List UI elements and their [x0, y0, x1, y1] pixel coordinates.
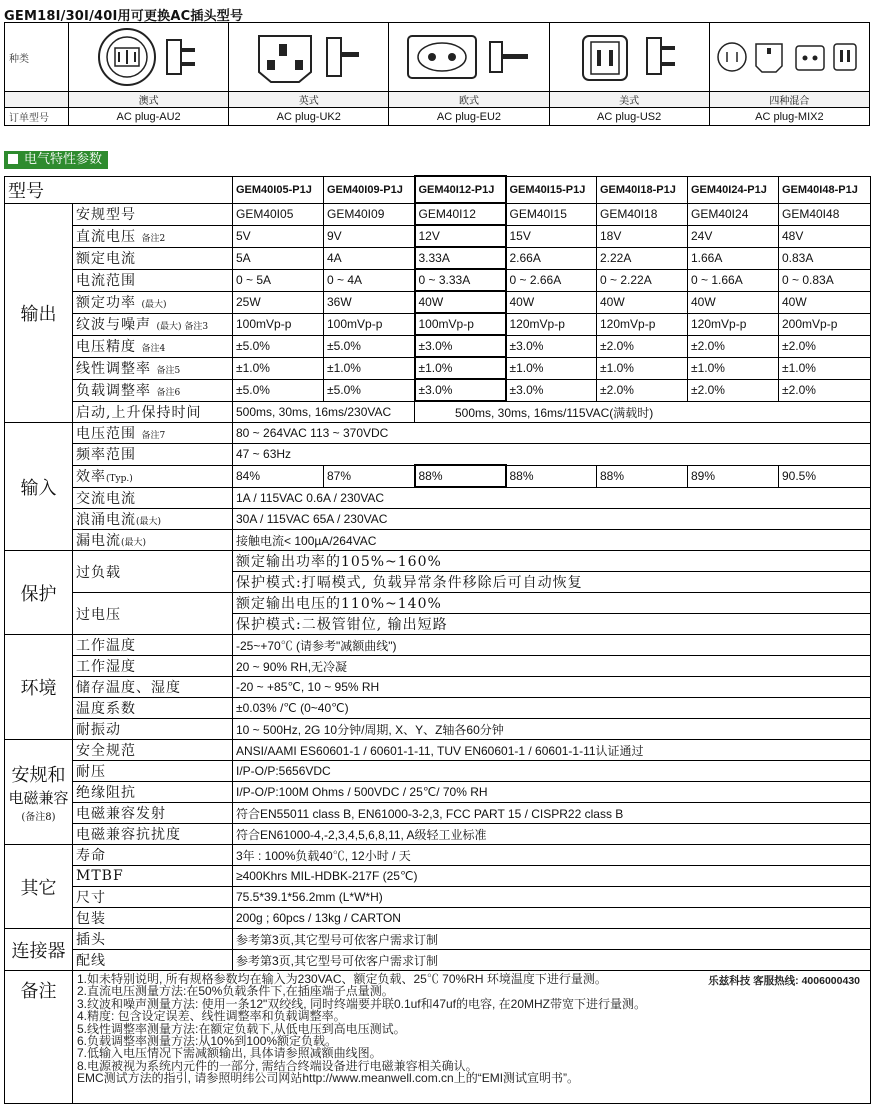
row-label: 过电压: [73, 593, 233, 635]
plug-image-mix: [709, 23, 869, 92]
spec-value: 5V: [233, 225, 324, 247]
spec-value: GEM40I24: [688, 203, 779, 225]
row-label: 漏电流(最大): [73, 530, 233, 551]
note-line: 7.低输入电压情况下需减额输出, 具体请参照减额曲线图。: [77, 1046, 382, 1061]
row-value: ANSI/AAMI ES60601-1 / 60601-1-11, TUV EN60601-1 / 60601-1-11认证通过: [233, 740, 871, 761]
category-line: 安规和: [11, 765, 66, 786]
row-label-note: 备注2: [141, 234, 166, 244]
row-label: 电磁兼容发射: [73, 803, 233, 824]
row-value: 47 ~ 63Hz: [233, 444, 871, 466]
spec-value: 5A: [233, 247, 324, 269]
spec-value: 0 ~ 3.33A: [415, 269, 506, 291]
row-label: [73, 291, 233, 313]
plug-kind-label: 种类: [5, 23, 69, 92]
efficiency-value: 88%: [506, 465, 597, 487]
spec-table: [4, 175, 871, 1104]
row-value: 75.5*39.1*56.2mm (L*W*H): [233, 887, 871, 908]
note-line: 5.线性调整率测量方法:在额定负载下,从低电压到高电压测试。: [77, 1021, 406, 1036]
category-protection: 保护: [5, 551, 73, 635]
model-label: 型号: [5, 176, 233, 203]
plug-model-label: 订单型号: [5, 108, 69, 126]
spec-value: GEM40I18: [597, 203, 688, 225]
spec-value: 15V: [506, 225, 597, 247]
row-label-text: 直流电压: [76, 229, 136, 245]
spec-value: 18V: [597, 225, 688, 247]
row-value: I/P-O/P:5656VDC: [233, 761, 871, 782]
connector-section: [5, 929, 871, 971]
row-value: 200g ; 60pcs / 13kg / CARTON: [233, 908, 871, 929]
row-label-text: 纹波与噪声: [76, 317, 151, 333]
section-header: [4, 151, 108, 169]
efficiency-value: 89%: [688, 465, 779, 487]
spec-value: ±1.0%: [324, 357, 415, 379]
plug-image-au: [69, 23, 229, 92]
spec-value: 2.22A: [597, 247, 688, 269]
spec-value: ±5.0%: [324, 335, 415, 357]
section-title: 电气特性参数: [24, 152, 103, 167]
row-label-text: 电压精度: [76, 339, 136, 355]
spec-value: GEM40I09: [324, 203, 415, 225]
row-label: [73, 313, 233, 335]
row-label: 浪涌电流(最大): [73, 509, 233, 530]
model-header: GEM40I15-P1J: [506, 176, 597, 203]
spec-value: 9V: [324, 225, 415, 247]
environment-section: [5, 635, 871, 740]
row-value: 保护模式:二极管钳位, 输出短路: [233, 614, 871, 635]
spec-value: 40W: [597, 291, 688, 313]
efficiency-value: 90.5%: [779, 465, 871, 487]
plug-name: 美式: [549, 92, 709, 108]
spec-value: ±3.0%: [506, 335, 597, 357]
spec-value: 48V: [779, 225, 871, 247]
row-label: 寿命: [73, 845, 233, 866]
row-value: 符合EN61000-4,-2,3,4,5,6,8,11, A级轻工业标准: [233, 824, 871, 845]
plug-model: AC plug-UK2: [229, 108, 389, 126]
row-value: -20 ~ +85℃, 10 ~ 95% RH: [233, 677, 871, 698]
spec-value: 100mVp-p: [233, 313, 324, 335]
efficiency-value: 84%: [233, 465, 324, 487]
row-value: ±0.03% /℃ (0~40℃): [233, 698, 871, 719]
spec-value: 0.83A: [779, 247, 871, 269]
row-label: 效率(Typ.): [73, 465, 233, 487]
plug-image-us: [549, 23, 709, 92]
spec-value: 0 ~ 2.22A: [597, 269, 688, 291]
category-safety-emc: [5, 740, 73, 845]
row-label-note: 备注5: [156, 366, 181, 376]
row-value: ≥400Khrs MIL-HDBK-217F (25℃): [233, 866, 871, 887]
page-title: GEM18I/30I/40I用可更换AC插头型号: [4, 9, 244, 24]
row-value: -25~+70℃ (请参考"减额曲线"): [233, 635, 871, 656]
spec-value: 120mVp-p: [506, 313, 597, 335]
row-label: [73, 379, 233, 401]
spec-value: ±1.0%: [688, 357, 779, 379]
row-label: 温度系数: [73, 698, 233, 719]
output-section: [5, 203, 871, 423]
row-label: 包装: [73, 908, 233, 929]
spec-value: 12V: [415, 225, 506, 247]
row-value: 80 ~ 264VAC 113 ~ 370VDC: [233, 423, 871, 444]
row-value: 符合EN55011 class B, EN61000-3-2,3, FCC PART 15 / CISPR22 class B: [233, 803, 871, 824]
spec-value: 36W: [324, 291, 415, 313]
spec-value: 100mVp-p: [415, 313, 506, 335]
row-label: 尺寸: [73, 887, 233, 908]
row-label: [73, 225, 233, 247]
spec-value: ±2.0%: [597, 379, 688, 401]
spec-value: 0 ~ 1.66A: [688, 269, 779, 291]
spec-value: 120mVp-p: [688, 313, 779, 335]
row-value: I/P-O/P:100M Ohms / 500VDC / 25℃/ 70% RH: [233, 782, 871, 803]
us-plug-icon: [569, 26, 689, 88]
row-label-note: (最大): [141, 300, 167, 310]
note-line: 2.直流电压测量方法:在50%负载条件下,在插座端子点量测。: [77, 984, 394, 999]
row-value: 额定输出功率的105%~160%: [233, 551, 871, 572]
spec-value: 24V: [688, 225, 779, 247]
model-header: GEM40I48-P1J: [779, 176, 871, 203]
row-label: 配线: [73, 950, 233, 971]
spec-value: ±1.0%: [233, 357, 324, 379]
row-label-text: 安规型号: [76, 207, 136, 223]
spec-value: 40W: [688, 291, 779, 313]
category-output: 输出: [5, 203, 73, 423]
row-label-text: 电流范围: [76, 273, 136, 289]
row-value: 10 ~ 500Hz, 2G 10分钟/周期, X、Y、Z轴各60分钟: [233, 719, 871, 740]
category-notes: 备注: [5, 971, 73, 1104]
spec-value: ±1.0%: [597, 357, 688, 379]
row-label: 储存温度、湿度: [73, 677, 233, 698]
category-note: (备注8): [21, 812, 56, 823]
square-icon: [8, 154, 18, 164]
category-environment: 环境: [5, 635, 73, 740]
note-line: 1.如未特别说明, 所有规格参数均在输入为230VAC、额定负载、25℃ 70%RH 环境温度下进行量测。: [77, 972, 607, 986]
notes-list: [77, 973, 870, 1085]
spec-value: GEM40I12: [415, 203, 506, 225]
row-value: 30A / 115VAC 65A / 230VAC: [233, 509, 871, 530]
row-label: 交流电流: [73, 487, 233, 509]
notes-block: [73, 971, 871, 1104]
row-value: 接触电流< 100µA/264VAC: [233, 530, 871, 551]
plug-image-uk: [229, 23, 389, 92]
row-value: 参考第3页,其它型号可依客户需求订制: [233, 929, 871, 950]
note-line: 3.纹波和噪声测量方法: 使用一条12"双绞线, 同时终端要并联0.1uf和47uf的电容, 在20MHZ带宽下进行量测。: [77, 996, 647, 1011]
row-label: 安全规范: [73, 740, 233, 761]
row-label: 启动,上升保持时间: [73, 401, 233, 423]
model-header: GEM40I24-P1J: [688, 176, 779, 203]
row-label: [73, 247, 233, 269]
row-label: 过负载: [73, 551, 233, 593]
plug-model: AC plug-MIX2: [709, 108, 869, 126]
spec-value: 4A: [324, 247, 415, 269]
note-line: 8.电源被视为系统内元件的一部分, 需结合终端设备进行电磁兼容相关确认。: [77, 1058, 478, 1073]
spec-value: ±1.0%: [415, 357, 506, 379]
spec-value: 25W: [233, 291, 324, 313]
spec-value: 0 ~ 4A: [324, 269, 415, 291]
plug-name: 英式: [229, 92, 389, 108]
spec-value: ±2.0%: [688, 335, 779, 357]
row-label: MTBF: [73, 866, 233, 887]
note-line: EMC测试方法的指引, 请参照明纬公司网站http://www.meanwell.com.cn上的“EMI测试宣明书”。: [77, 1071, 580, 1086]
efficiency-value: 87%: [324, 465, 415, 487]
row-value: 500ms, 30ms, 16ms/115VAC(满载时): [415, 401, 871, 423]
category-line: 电磁兼容: [8, 789, 69, 807]
model-header: GEM40I05-P1J: [233, 176, 324, 203]
spec-value: 0 ~ 2.66A: [506, 269, 597, 291]
spec-value: ±1.0%: [506, 357, 597, 379]
eu-plug-icon: [404, 26, 534, 88]
plug-model: AC plug-AU2: [69, 108, 229, 126]
plug-table: [4, 22, 870, 126]
model-header: GEM40I09-P1J: [324, 176, 415, 203]
row-label: [73, 335, 233, 357]
row-label: 电磁兼容抗扰度: [73, 824, 233, 845]
row-label-text: 负载调整率: [76, 383, 151, 399]
row-label: 电压范围 备注7: [73, 423, 233, 444]
spec-value: 40W: [779, 291, 871, 313]
spec-value: ±5.0%: [324, 379, 415, 401]
plug-model: AC plug-EU2: [389, 108, 549, 126]
spec-value: 40W: [506, 291, 597, 313]
row-label-text: 线性调整率: [76, 361, 151, 377]
plug-image-eu: [389, 23, 549, 92]
plug-name: 澳式: [69, 92, 229, 108]
note-line: 6.负载调整率测量方法:从10%到100%额定负载。: [77, 1034, 338, 1049]
plug-model: AC plug-US2: [549, 108, 709, 126]
spec-value: ±5.0%: [233, 335, 324, 357]
au-plug-icon: [89, 26, 209, 88]
service-hotline: 乐兹科技 客服热线: 4006000430: [708, 975, 860, 987]
model-header: GEM40I18-P1J: [597, 176, 688, 203]
row-value: 20 ~ 90% RH,无冷凝: [233, 656, 871, 677]
row-label: 绝缘阻抗: [73, 782, 233, 803]
spec-value: GEM40I48: [779, 203, 871, 225]
spec-value: ±1.0%: [779, 357, 871, 379]
category-connector: 连接器: [5, 929, 73, 971]
spec-value: ±2.0%: [779, 379, 871, 401]
mixed-plugs-icon: [714, 26, 864, 88]
row-label: [73, 203, 233, 225]
row-label: 频率范围: [73, 444, 233, 466]
spec-value: ±3.0%: [415, 335, 506, 357]
spec-value: GEM40I05: [233, 203, 324, 225]
row-label: [73, 269, 233, 291]
spec-value: ±2.0%: [597, 335, 688, 357]
row-value: 1A / 115VAC 0.6A / 230VAC: [233, 487, 871, 509]
plug-name: 四种混合: [709, 92, 869, 108]
spec-value: ±2.0%: [688, 379, 779, 401]
spec-value: ±3.0%: [415, 379, 506, 401]
note-line: 4.精度: 包含设定误差、线性调整率和负载调整率。: [77, 1009, 346, 1024]
spec-value: 200mVp-p: [779, 313, 871, 335]
plug-name: 欧式: [389, 92, 549, 108]
efficiency-value: 88%: [415, 465, 506, 487]
spec-value: 40W: [415, 291, 506, 313]
efficiency-value: 88%: [597, 465, 688, 487]
spec-value: ±5.0%: [233, 379, 324, 401]
spec-value: 2.66A: [506, 247, 597, 269]
row-label-note: (最大) 备注3: [156, 322, 209, 332]
row-label-note: 备注6: [156, 388, 181, 398]
row-value: 额定输出电压的110%~140%: [233, 593, 871, 614]
row-label: 工作温度: [73, 635, 233, 656]
spec-value: 0 ~ 5A: [233, 269, 324, 291]
spec-value: 0 ~ 0.83A: [779, 269, 871, 291]
uk-plug-icon: [249, 26, 369, 88]
row-label: 耐振动: [73, 719, 233, 740]
spec-value: 3.33A: [415, 247, 506, 269]
model-header: GEM40I12-P1J: [415, 176, 506, 203]
row-label: 工作湿度: [73, 656, 233, 677]
row-label: 插头: [73, 929, 233, 950]
spec-value: 100mVp-p: [324, 313, 415, 335]
other-section: [5, 845, 871, 929]
row-label: 耐压: [73, 761, 233, 782]
spec-value: 120mVp-p: [597, 313, 688, 335]
spec-value: GEM40I15: [506, 203, 597, 225]
row-value: 500ms, 30ms, 16ms/230VAC: [233, 401, 415, 423]
row-label-text: 额定电流: [76, 251, 136, 267]
spec-value: 1.66A: [688, 247, 779, 269]
spec-value: ±3.0%: [506, 379, 597, 401]
category-input: 输入: [5, 423, 73, 551]
row-label-note: 备注4: [141, 344, 166, 354]
row-label: [73, 357, 233, 379]
row-label-text: 额定功率: [76, 295, 136, 311]
row-value: 3年 : 100%负载40℃, 12小时 / 天: [233, 845, 871, 866]
spec-value: ±2.0%: [779, 335, 871, 357]
safety-section: [5, 740, 871, 845]
row-value: 参考第3页,其它型号可依客户需求订制: [233, 950, 871, 971]
category-other: 其它: [5, 845, 73, 929]
row-value: 保护模式:打嗝模式, 负载异常条件移除后可自动恢复: [233, 572, 871, 593]
